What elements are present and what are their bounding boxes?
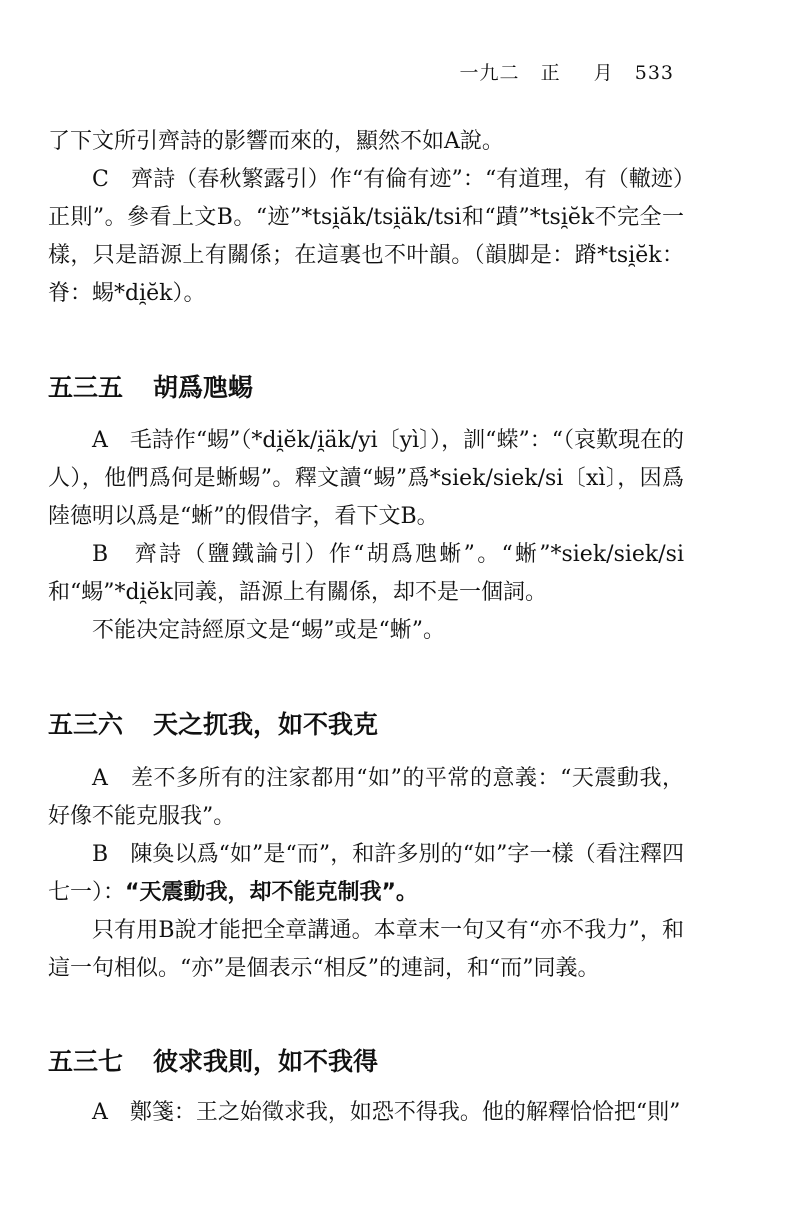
section-heading-535 xyxy=(48,368,253,404)
paragraph-continued: 了下文所引齊詩的影響而來的，顯然不如A說。 xyxy=(48,129,504,154)
paragraph-536-a: A 差不多所有的注家都用“如”的平常的意義：“天震動我，好像不能克服我”。 xyxy=(48,766,684,829)
paragraph-536-c: 只有用B說才能把全章講通。本章末一句又有“亦不我力”，和這一句相似。“亦”是個表示“相反”的連詞，和“而”同義。 xyxy=(48,918,684,981)
paragraph-text: B 陳奐以爲“如”是“而”，和許多別的“如”字一樣（看注釋四七一）： xyxy=(48,842,684,905)
running-header xyxy=(446,58,674,85)
section-number: 五三五 xyxy=(48,373,124,402)
paragraph-536-b xyxy=(48,836,684,912)
page-number: 533 xyxy=(634,62,674,84)
section-number: 五三六 xyxy=(48,710,124,739)
section-heading-536 xyxy=(48,705,378,741)
paragraph-537-a: A 鄭箋：王之始徵求我，如恐不得我。他的解釋恰恰把“則” xyxy=(92,1100,681,1125)
emphasized-translation: “天震動我，却不能克制我”。 xyxy=(125,880,418,905)
ode-group: 正 xyxy=(540,62,561,84)
paragraph-535-c: 不能决定詩經原文是“蜴”或是“蜥”。 xyxy=(92,618,445,643)
section-title: 天之扤我，如不我克 xyxy=(153,710,379,739)
section-title: 彼求我則，如不我得 xyxy=(153,1047,379,1076)
paragraph-534-c: C 齊詩（春秋繁露引）作“有倫有迹”：“有道理，有（轍迹）正則”。參看上文B。“迹”*tsi̯ăk/tsi̯äk/tsi和“蹟”*tsi̯ĕk不完全一樣，只是語源上有關係；在這裏也不叶韻。（韻脚是：蹐*tsi̯ĕk：脊：蜴*di̯ĕk）。 xyxy=(48,167,684,306)
section-title: 胡爲虺蜴 xyxy=(153,373,254,402)
paragraph-535-b: B 齊詩（鹽鐵論引）作“胡爲虺蜥”。“蜥”*siek/siek/si和“蜴”*di̯ĕk同義，語源上有關係，却不是一個詞。 xyxy=(48,542,684,605)
paragraph-535-a: A 毛詩作“蜴”（*di̯ĕk/i̯äk/yi〔yì〕），訓“蝾”：“（哀歎現在的人），他們爲何是蜥蜴”。釋文讀“蜴”爲*siek/siek/si〔xì〕，因爲陸德明以爲是“蜥”的假借字，看下文B。 xyxy=(48,428,684,529)
section-number: 五三七 xyxy=(48,1047,124,1076)
chinese-page-number: 一九二 xyxy=(459,62,520,84)
section-heading-537 xyxy=(48,1042,378,1078)
ode-title: 月 xyxy=(593,62,614,84)
